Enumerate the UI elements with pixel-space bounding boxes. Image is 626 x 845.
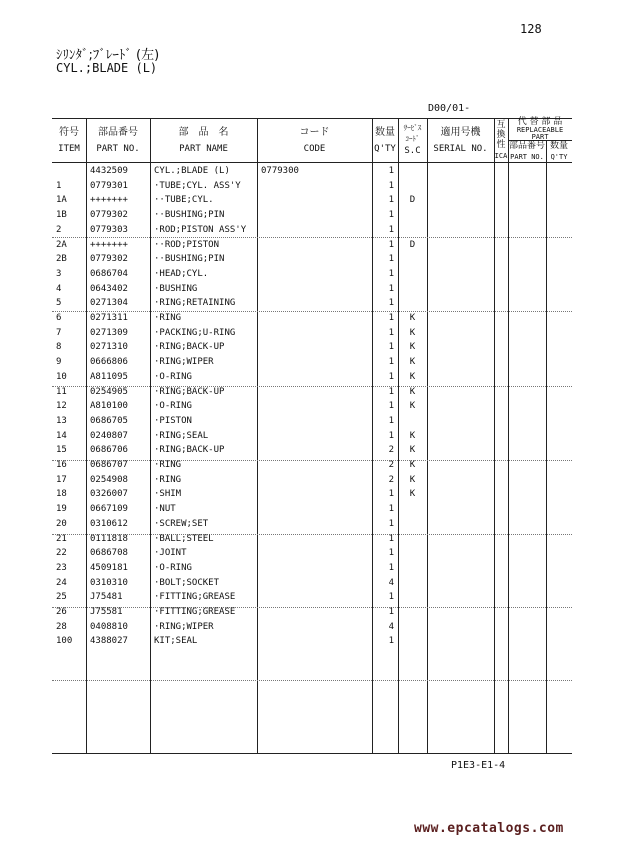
cell-item: 2A (56, 239, 67, 250)
cell-part-no: 0779302 (90, 254, 128, 265)
cell-item: 100 (56, 636, 73, 647)
cell-part-no: 0779303 (90, 224, 128, 235)
cell-part-name: ·O-RING (154, 371, 192, 382)
header-replaceable-en-1: REPLACEABLE (516, 126, 564, 134)
cell-part-no: 0326007 (90, 489, 128, 500)
header-rep-part-no-jp: 部品番号 (508, 141, 545, 151)
cell-part-no: 4509181 (90, 562, 128, 573)
cell-part-no: 0271309 (90, 327, 128, 338)
table-bottom-border (52, 753, 572, 754)
col-divider-item (86, 118, 87, 753)
group-code: D00/01- (428, 103, 471, 114)
cell-part-name: ·BUSHING (154, 283, 198, 294)
cell-part-no: 0271311 (90, 313, 128, 323)
title-japanese: ｼﾘﾝﾀﾞ;ﾌﾞﾚｰﾄﾞ (左) (56, 48, 160, 63)
header-serial-en: SERIAL NO. (433, 144, 488, 154)
cell-part-name: ·ROD;PISTON ASS'Y (154, 224, 247, 235)
cell-sc: K (409, 313, 416, 323)
cell-qty: 1 (388, 239, 394, 250)
cell-part-no: 0271304 (90, 298, 128, 309)
header-qty-en: Q'TY (374, 144, 396, 154)
cell-sc: K (409, 386, 416, 397)
cell-part-no: 0111818 (90, 533, 128, 544)
header-rep-part-no-en: PART NO. (510, 153, 544, 161)
cell-qty: 1 (388, 592, 394, 603)
cell-part-name: ··BUSHING;PIN (154, 254, 225, 265)
cell-part-no: 0240807 (90, 430, 128, 441)
cell-qty: 2 (388, 474, 394, 485)
cell-qty: 1 (388, 224, 394, 235)
cell-item: 1A (56, 195, 67, 206)
cell-qty: 4 (388, 577, 394, 588)
cell-item: 13 (56, 415, 67, 426)
header-service-jp-2: ｺｰﾄﾞ (405, 135, 420, 143)
cell-item: 2B (56, 254, 67, 265)
cell-part-name: ·RING (154, 460, 182, 470)
footer-code: P1E3-E1-4 (451, 760, 506, 771)
header-part-name-en: PART NAME (179, 144, 228, 154)
group-separator (52, 311, 572, 312)
watermark-url[interactable]: www.epcatalogs.com (414, 821, 564, 836)
cell-part-no: 0643402 (90, 283, 128, 294)
cell-qty: 1 (388, 371, 394, 382)
cell-qty: 1 (388, 504, 394, 515)
cell-qty: 1 (388, 313, 394, 323)
cell-part-no: 4388027 (90, 636, 128, 647)
cell-part-name: ·RING;WIPER (154, 621, 214, 632)
cell-item: 28 (56, 621, 67, 632)
cell-part-name: ·NUT (154, 504, 176, 515)
cell-part-name: ·TUBE;CYL. ASS'Y (154, 180, 241, 191)
header-part-no-jp: 部品番号 (98, 127, 138, 138)
cell-part-name: ··BUSHING;PIN (154, 210, 225, 221)
cell-sc: K (409, 371, 416, 382)
cell-qty: 2 (388, 445, 394, 456)
cell-qty: 1 (388, 533, 394, 544)
cell-qty: 1 (388, 430, 394, 441)
cell-item: 16 (56, 460, 67, 470)
header-rep-qty-en: Q'TY (550, 153, 568, 161)
cell-item: 7 (56, 327, 62, 338)
cell-part-no: J75581 (90, 607, 123, 617)
cell-part-name: ·RING;SEAL (154, 430, 209, 441)
cell-part-no: 0666806 (90, 357, 128, 368)
cell-part-name: ·BOLT;SOCKET (154, 577, 220, 588)
cell-item: 18 (56, 489, 67, 500)
cell-qty: 1 (388, 357, 394, 368)
cell-qty: 1 (388, 195, 394, 206)
header-part-name-jp: 部 品 名 (178, 127, 229, 138)
group-separator (52, 386, 572, 387)
cell-sc: K (409, 342, 416, 353)
cell-qty: 1 (388, 401, 394, 412)
cell-sc: K (409, 357, 416, 368)
cell-sc: K (409, 460, 416, 470)
cell-item: 21 (56, 533, 67, 544)
cell-item: 3 (56, 268, 62, 279)
cell-part-name: CYL.;BLADE (L) (154, 166, 230, 176)
cell-sc: D (409, 239, 416, 250)
cell-qty: 1 (388, 386, 394, 397)
page-number: 128 (520, 22, 542, 36)
col-divider-ica (508, 118, 509, 753)
cell-qty: 1 (388, 342, 394, 353)
cell-part-name: ·PISTON (154, 415, 192, 426)
cell-item: 23 (56, 562, 67, 573)
cell-item: 15 (56, 445, 67, 456)
cell-qty: 1 (388, 607, 394, 617)
cell-item: 17 (56, 474, 67, 485)
cell-part-name: ·HEAD;CYL. (154, 268, 209, 279)
header-item-jp: 符号 (59, 127, 79, 138)
col-divider-serial (494, 118, 495, 753)
cell-part-no: A811095 (90, 371, 128, 382)
col-divider-part-no (150, 118, 151, 753)
group-separator (52, 460, 572, 461)
cell-item: 2 (56, 224, 62, 235)
cell-part-name: ·FITTING;GREASE (154, 607, 236, 617)
cell-part-no: 0254908 (90, 474, 128, 485)
cell-sc: D (409, 195, 416, 206)
header-ica-en: ICA (494, 152, 508, 160)
header-service-en: S.C (404, 146, 421, 156)
cell-qty: 1 (388, 166, 394, 176)
cell-qty: 1 (388, 636, 394, 647)
cell-part-name: KIT;SEAL (154, 636, 198, 647)
cell-item: 22 (56, 548, 67, 559)
cell-part-no: 0310612 (90, 518, 128, 529)
cell-part-no: 0686706 (90, 445, 128, 456)
cell-part-no: 0686707 (90, 460, 128, 470)
cell-part-no: +++++++ (90, 195, 128, 206)
cell-qty: 2 (388, 460, 394, 470)
header-replaceable-jp: 代 替 部 品 (517, 117, 563, 127)
cell-item: 26 (56, 607, 67, 617)
cell-qty: 1 (388, 268, 394, 279)
cell-part-name: ·RING;RETAINING (154, 298, 236, 309)
header-serial-jp: 適用号機 (440, 127, 481, 138)
header-replaceable-en-2: PART (531, 133, 549, 141)
header-ica-jp: 互換性 (496, 120, 506, 150)
cell-part-name: ··TUBE;CYL. (154, 195, 214, 206)
cell-item: 20 (56, 518, 67, 529)
cell-qty: 1 (388, 180, 394, 191)
cell-part-no: +++++++ (90, 239, 128, 250)
cell-item: 12 (56, 401, 67, 412)
cell-part-no: J75481 (90, 592, 123, 603)
cell-item: 6 (56, 313, 62, 323)
cell-part-no: 0408810 (90, 621, 128, 632)
cell-part-no: 0779301 (90, 180, 128, 191)
cell-sc: K (409, 401, 416, 412)
header-service-jp-1: ｻｰﾋﾞｽ (403, 124, 422, 132)
cell-part-name: ·JOINT (154, 548, 187, 559)
col-divider-sc (427, 118, 428, 753)
cell-item: 14 (56, 430, 67, 441)
cell-item: 4 (56, 283, 62, 294)
cell-part-name: ·SHIM (154, 489, 182, 500)
col-divider-name (257, 118, 258, 753)
cell-part-name: ·RING;BACK-UP (154, 342, 225, 353)
cell-part-name: ·PACKING;U-RING (154, 327, 236, 338)
cell-part-no: 0686708 (90, 548, 128, 559)
header-item-en: ITEM (58, 144, 80, 154)
cell-qty: 1 (388, 254, 394, 265)
cell-code: 0779300 (261, 166, 299, 176)
cell-part-no: 0310310 (90, 577, 128, 588)
cell-part-name: ·SCREW;SET (154, 518, 209, 529)
cell-qty: 1 (388, 562, 394, 573)
cell-part-no: 0779302 (90, 210, 128, 221)
cell-part-name: ··ROD;PISTON (154, 239, 220, 250)
group-separator (52, 680, 572, 681)
cell-item: 19 (56, 504, 67, 515)
title-english: CYL.;BLADE (L) (56, 61, 158, 75)
cell-sc: K (409, 489, 416, 500)
cell-part-name: ·FITTING;GREASE (154, 592, 236, 603)
cell-qty: 1 (388, 327, 394, 338)
header-part-no-en: PART NO. (96, 144, 140, 154)
cell-sc: K (409, 327, 416, 338)
group-separator (52, 607, 572, 608)
cell-qty: 1 (388, 415, 394, 426)
cell-item: 1B (56, 210, 67, 221)
cell-part-no: 0271310 (90, 342, 128, 353)
cell-part-name: ·RING (154, 313, 182, 323)
header-rep-qty-jp: 数量 (549, 141, 568, 151)
cell-sc: K (409, 445, 416, 456)
cell-item: 24 (56, 577, 67, 588)
header-code-jp: コード (299, 127, 330, 138)
cell-item: 5 (56, 298, 62, 309)
cell-qty: 1 (388, 210, 394, 221)
cell-part-name: ·O-RING (154, 562, 192, 573)
cell-part-name: ·BALL;STEEL (154, 533, 214, 544)
cell-part-no: 0686705 (90, 415, 128, 426)
header-qty-jp: 数量 (375, 127, 395, 138)
cell-sc: K (409, 474, 416, 485)
cell-part-no: 0254905 (90, 386, 128, 397)
cell-item: 1 (56, 180, 62, 191)
group-separator (52, 237, 572, 238)
cell-item: 8 (56, 342, 62, 353)
cell-qty: 1 (388, 298, 394, 309)
cell-part-no: 4432509 (90, 166, 128, 176)
cell-qty: 1 (388, 518, 394, 529)
col-divider-rep-part (546, 140, 547, 753)
cell-item: 25 (56, 592, 67, 603)
cell-part-no: 0686704 (90, 268, 128, 279)
cell-part-name: ·RING;BACK-UP (154, 386, 225, 397)
cell-part-no: 0667109 (90, 504, 128, 515)
cell-part-no: A810100 (90, 401, 128, 412)
group-separator (52, 534, 572, 535)
cell-item: 9 (56, 357, 62, 368)
cell-qty: 1 (388, 489, 394, 500)
cell-item: 10 (56, 371, 67, 382)
cell-part-name: ·O-RING (154, 401, 192, 412)
cell-item: 11 (56, 386, 67, 397)
header-code-en: CODE (303, 144, 326, 154)
cell-part-name: ·RING;WIPER (154, 357, 214, 368)
cell-qty: 4 (388, 621, 394, 632)
cell-qty: 1 (388, 548, 394, 559)
cell-part-name: ·RING;BACK-UP (154, 445, 225, 456)
cell-part-name: ·RING (154, 474, 182, 485)
cell-sc: K (409, 430, 416, 441)
cell-qty: 1 (388, 283, 394, 294)
